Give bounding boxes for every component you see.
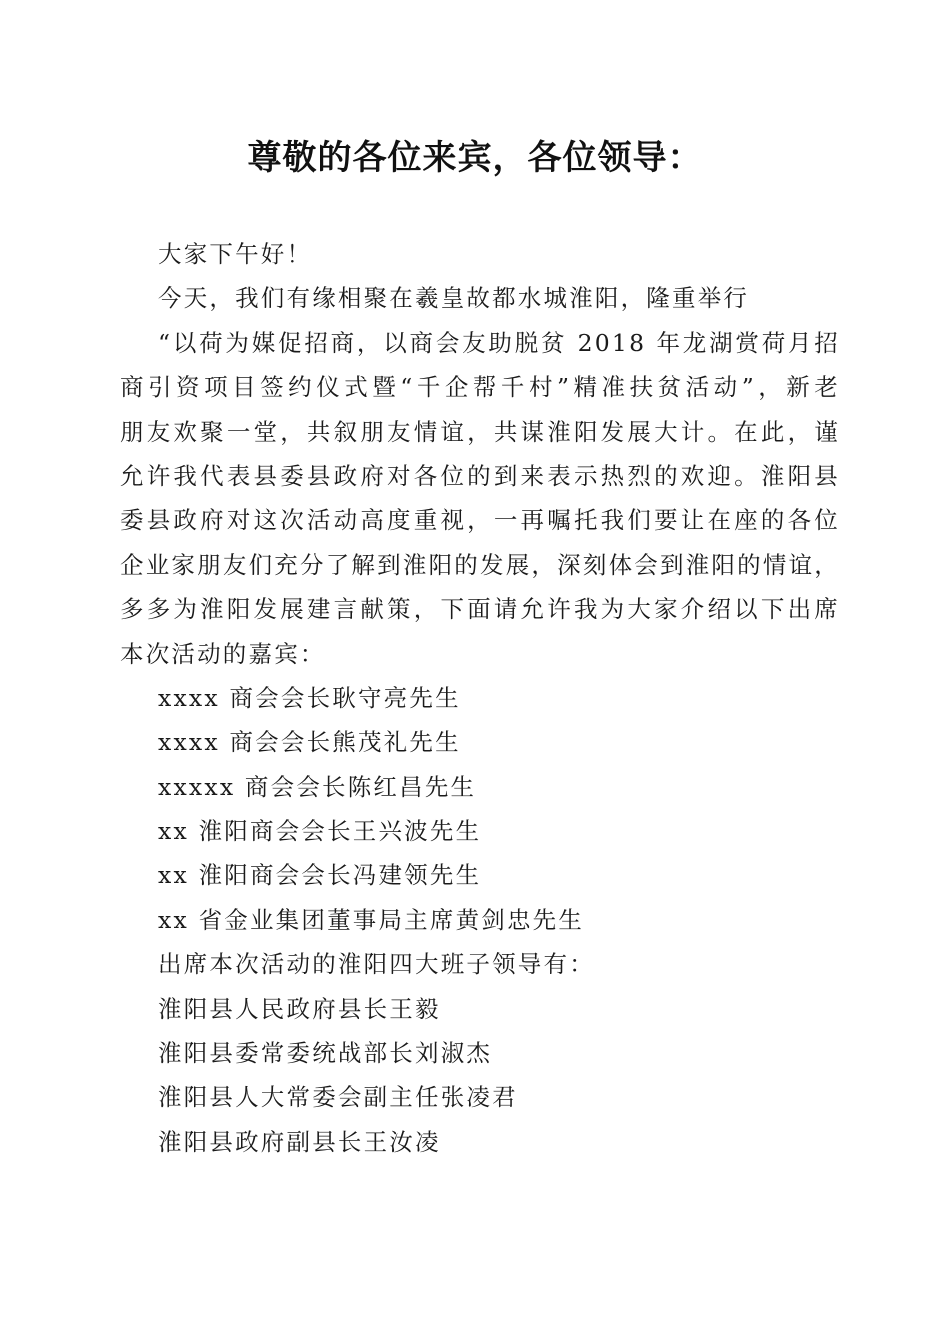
- intro-line: “以荷为媒促招商，以商会友助脱贫 2018 年龙湖赏荷月招: [158, 328, 840, 357]
- leader-line: 淮阳县人民政府县长王毅: [158, 994, 441, 1023]
- greeting-line: 大家下午好！: [158, 240, 313, 268]
- guest-line: xx 淮阳商会会长冯建领先生: [158, 861, 482, 890]
- guest-line: xxxx 商会会长耿守亮先生: [158, 683, 461, 712]
- document-title: 尊敬的各位来宾，各位领导：: [247, 138, 703, 178]
- guest-line: xx 省金业集团董事局主席黄剑忠先生: [158, 905, 585, 934]
- intro-line: 委县政府对这次活动高度重视，一再嘱托我们要让在座的各位: [120, 506, 840, 535]
- intro-line: 允许我代表县委县政府对各位的到来表示热烈的欢迎。淮阳县: [120, 461, 840, 490]
- intro-line: 朋友欢聚一堂，共叙朋友情谊，共谋淮阳发展大计。在此，谨: [120, 417, 840, 446]
- intro-line: 企业家朋友们充分了解到淮阳的发展，深刻体会到淮阳的情谊，: [120, 550, 840, 579]
- leader-line: 淮阳县委常委统战部长刘淑杰: [158, 1039, 493, 1068]
- guest-line: xxxxx 商会会长陈红昌先生: [158, 772, 477, 801]
- intro-line: 今天，我们有缘相聚在羲皇故都水城淮阳，隆重举行: [158, 284, 750, 313]
- leaders-intro-line: 出席本次活动的淮阳四大班子领导有：: [158, 950, 595, 979]
- document-body: [120, 232, 840, 1164]
- leader-line: 淮阳县政府副县长王汝凌: [158, 1127, 441, 1156]
- intro-line: 本次活动的嘉宾：: [120, 639, 326, 668]
- intro-line: 商引资项目签约仪式暨“千企帮千村”精准扶贫活动”，新老: [120, 373, 840, 402]
- guest-line: xx 淮阳商会会长王兴波先生: [158, 817, 482, 846]
- guest-line: xxxx 商会会长熊茂礼先生: [158, 728, 461, 757]
- leader-line: 淮阳县人大常委会副主任张凌君: [158, 1083, 518, 1112]
- intro-line: 多多为淮阳发展建言献策，下面请允许我为大家介绍以下出席: [120, 595, 840, 624]
